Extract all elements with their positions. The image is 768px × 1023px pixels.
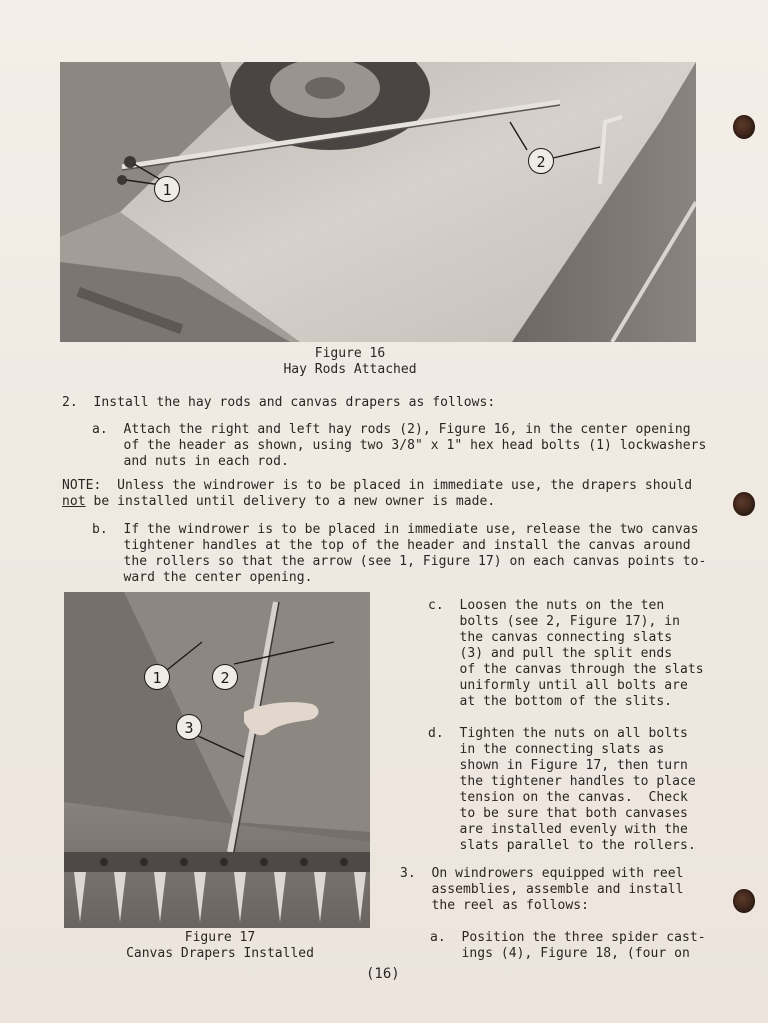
note-line-2 bbox=[62, 494, 495, 511]
step-2-heading: 2. Install the hay rods and canvas drapers as follows: bbox=[62, 395, 496, 410]
step-2d-line-2: in the connecting slats as bbox=[428, 742, 665, 757]
figure-17-title: Canvas Drapers Installed bbox=[126, 946, 314, 961]
figure-17-callout-2: 2 bbox=[212, 664, 238, 690]
step-2d-line-6: to be sure that both canvases bbox=[428, 806, 688, 821]
step-2a-line-2: of the header as shown, using two 3/8" x 1" hex head bolts (1) lockwashers bbox=[92, 438, 707, 453]
step-2c-line-2: bolts (see 2, Figure 17), in bbox=[428, 614, 681, 629]
figure-16-callout-2: 2 bbox=[528, 148, 554, 174]
figure-17-photo bbox=[64, 592, 370, 928]
page-number: (16) bbox=[366, 966, 400, 982]
step-2a-line-3: and nuts in each rod. bbox=[92, 454, 289, 469]
step-2c-line-7: at the bottom of the slits. bbox=[428, 694, 673, 709]
step-3-line-1: 3. On windrowers equipped with reel bbox=[400, 866, 684, 881]
step-3a-line-2: ings (4), Figure 18, (four on bbox=[430, 946, 690, 961]
step-2d-line-5: tension on the canvas. Check bbox=[428, 790, 688, 805]
step-2c-line-5: of the canvas through the slats bbox=[428, 662, 704, 677]
note-line-2-rest: be installed until delivery to a new owner is made. bbox=[85, 494, 496, 509]
step-3-line-3: the reel as follows: bbox=[400, 898, 590, 913]
figure-16-photo bbox=[60, 62, 696, 342]
step-2b-line-2: tightener handles at the top of the header and install the canvas around bbox=[92, 538, 691, 553]
punch-hole-middle bbox=[733, 492, 755, 516]
step-2c-line-4: (3) and pull the split ends bbox=[428, 646, 673, 661]
figure-16-callout-1: 1 bbox=[154, 176, 180, 202]
step-2a-line-1: a. Attach the right and left hay rods (2), Figure 16, in the center opening bbox=[92, 422, 691, 437]
step-2d-line-7: are installed evenly with the bbox=[428, 822, 688, 837]
figure-16-number: Figure 16 bbox=[314, 346, 386, 361]
punch-hole-top bbox=[733, 115, 755, 139]
punch-hole-bottom bbox=[733, 889, 755, 913]
step-3-line-2: assemblies, assemble and install bbox=[400, 882, 684, 897]
step-2d-line-8: slats parallel to the rollers. bbox=[428, 838, 696, 853]
figure-17-callout-1: 1 bbox=[144, 664, 170, 690]
step-2b-line-3: the rollers so that the arrow (see 1, Figure 17) on each canvas points to- bbox=[92, 554, 707, 569]
step-2d-line-3: shown in Figure 17, then turn bbox=[428, 758, 688, 773]
note-line-1: NOTE: Unless the windrower is to be placed in immediate use, the drapers should bbox=[62, 478, 693, 493]
step-2c-line-3: the canvas connecting slats bbox=[428, 630, 673, 645]
note-not-word: not bbox=[62, 494, 86, 509]
step-2c-line-6: uniformly until all bolts are bbox=[428, 678, 688, 693]
figure-17-callout-3: 3 bbox=[176, 714, 202, 740]
step-3a-line-1: a. Position the three spider cast- bbox=[430, 930, 706, 945]
step-2d-line-1: d. Tighten the nuts on all bolts bbox=[428, 726, 688, 741]
step-2c-line-1: c. Loosen the nuts on the ten bbox=[428, 598, 665, 613]
figure-16-title: Hay Rods Attached bbox=[283, 362, 417, 377]
step-2d-line-4: the tightener handles to place bbox=[428, 774, 696, 789]
figure-17-number: Figure 17 bbox=[184, 930, 256, 945]
step-2b-line-4: ward the center opening. bbox=[92, 570, 313, 585]
step-2b-line-1: b. If the windrower is to be placed in immediate use, release the two canvas bbox=[92, 522, 699, 537]
